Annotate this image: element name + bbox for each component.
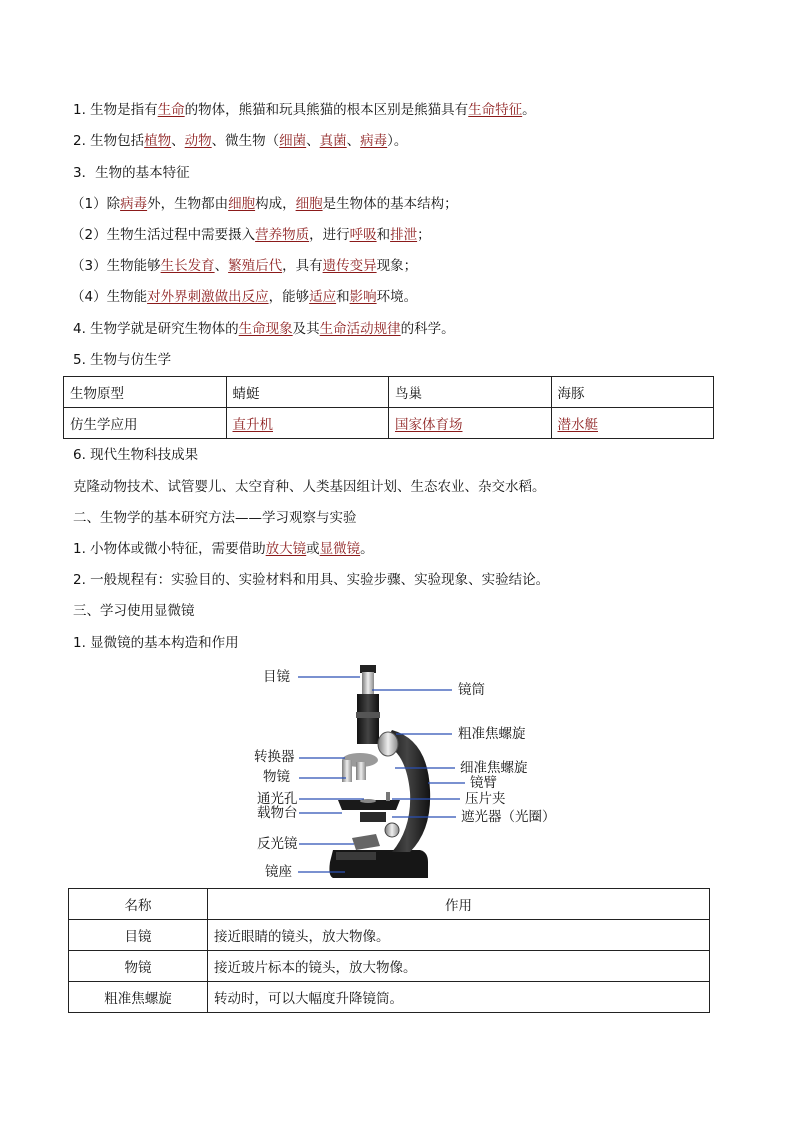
keyword: 对外界刺激做出反应 xyxy=(147,289,269,305)
label-nosepiece: 转换器 xyxy=(254,749,295,765)
label-fine-focus: 细准焦螺旋 xyxy=(460,760,528,776)
table-row xyxy=(69,951,710,982)
table-cell: 鸟巢 xyxy=(389,377,552,408)
keyword: 繁殖后代 xyxy=(228,258,283,274)
line-14: 2. 一般规程有：实验目的、实验材料和用具、实验步骤、实验现象、实验结论。 xyxy=(73,572,550,588)
table-cell: 转动时，可以大幅度升降镜筒。 xyxy=(208,982,710,1013)
keyword: 适应 xyxy=(309,289,337,305)
table-cell: 接近玻片标本的镜头，放大物像。 xyxy=(208,951,710,982)
table-row xyxy=(69,920,710,951)
keyword: 国家体育场 xyxy=(395,417,463,433)
table-cell: 仿生学应用 xyxy=(64,408,227,439)
table-header-row xyxy=(69,889,710,920)
table-row xyxy=(69,982,710,1013)
keyword: 细菌 xyxy=(279,133,307,149)
leader-lines xyxy=(298,677,465,872)
microscope-function-table xyxy=(68,888,710,1013)
keyword: 病毒 xyxy=(360,133,388,149)
keyword: 呼吸 xyxy=(349,227,377,243)
line-11: 克隆动物技术、试管婴儿、太空育种、人类基因组计划、生态农业、杂交水稻。 xyxy=(73,479,546,495)
label-mirror: 反光镜 xyxy=(257,836,298,852)
line-7: （4）生物能对外界刺激做出反应，能够适应和影响环境。 xyxy=(71,289,418,305)
table-cell: 接近眼睛的镜头，放大物像。 xyxy=(208,920,710,951)
keyword: 生长发育 xyxy=(160,258,215,274)
keyword: 排泄 xyxy=(390,227,418,243)
keyword: 细胞 xyxy=(228,196,256,212)
keyword: 动物 xyxy=(184,133,212,149)
keyword: 植物 xyxy=(144,133,172,149)
label-coarse-focus: 粗准焦螺旋 xyxy=(458,726,526,742)
line-2: 2. 生物包括植物、动物、微生物（细菌、真菌、病毒）。 xyxy=(73,133,408,149)
label-arm: 镜臂 xyxy=(470,775,497,791)
table-cell: 粗准焦螺旋 xyxy=(69,982,208,1013)
keyword: 生命特征 xyxy=(468,102,523,118)
table-cell: 物镜 xyxy=(69,951,208,982)
line-13: 1. 小物体或微小特征，需要借助放大镜或显微镜。 xyxy=(73,541,374,557)
keyword: 病毒 xyxy=(120,196,148,212)
keyword: 影响 xyxy=(349,289,377,305)
label-base: 镜座 xyxy=(265,864,292,880)
label-aperture: 通光孔 xyxy=(257,791,298,807)
table-cell: 蜻蜓 xyxy=(226,377,389,408)
label-eyepiece: 目镜 xyxy=(263,669,290,685)
keyword: 营养物质 xyxy=(255,227,310,243)
heading-characteristics: 3．生物的基本特征 xyxy=(73,165,190,181)
line-8: 4. 生物学就是研究生物体的生命现象及其生命活动规律的科学。 xyxy=(73,321,455,337)
table-header: 名称 xyxy=(69,889,208,920)
keyword: 显微镜 xyxy=(319,541,361,557)
heading-biotech: 6. 现代生物科技成果 xyxy=(73,447,199,463)
keyword: 真菌 xyxy=(319,133,347,149)
table-cell: 海豚 xyxy=(551,377,714,408)
keyword: 生命现象 xyxy=(238,321,293,337)
microscope-illustration xyxy=(329,665,430,878)
line-16: 1. 显微镜的基本构造和作用 xyxy=(73,635,239,651)
table-cell: 生物原型 xyxy=(64,377,227,408)
heading-bionics: 5. 生物与仿生学 xyxy=(73,352,172,368)
line-1: 1. 生物是指有生命的物体，熊猫和玩具熊猫的根本区别是熊猫具有生命特征。 xyxy=(73,102,536,118)
keyword: 放大镜 xyxy=(265,541,307,557)
label-diaphragm: 遮光器（光圈） xyxy=(461,809,556,825)
line-5: （2）生物生活过程中需要摄入营养物质，进行呼吸和排泄； xyxy=(71,227,431,243)
line-4: （1）除病毒外，生物都由细胞构成，细胞是生物体的基本结构； xyxy=(71,196,458,212)
label-stage: 载物台 xyxy=(257,805,298,821)
label-tube: 镜筒 xyxy=(458,682,485,698)
line-6: （3）生物能够生长发育、繁殖后代，具有遗传变异现象； xyxy=(71,258,418,274)
label-clip: 压片夹 xyxy=(465,791,506,807)
keyword: 细胞 xyxy=(295,196,323,212)
keyword: 生命 xyxy=(157,102,185,118)
section-heading-2: 二、生物学的基本研究方法——学习观察与实验 xyxy=(73,510,357,526)
keyword: 潜水艇 xyxy=(557,417,598,433)
table-cell: 目镜 xyxy=(69,920,208,951)
keyword: 生命活动规律 xyxy=(319,321,401,337)
label-objective: 物镜 xyxy=(263,769,290,785)
table-header: 作用 xyxy=(208,889,710,920)
section-heading-3: 三、学习使用显微镜 xyxy=(73,603,195,619)
keyword: 遗传变异 xyxy=(322,258,377,274)
keyword: 直升机 xyxy=(232,417,273,433)
